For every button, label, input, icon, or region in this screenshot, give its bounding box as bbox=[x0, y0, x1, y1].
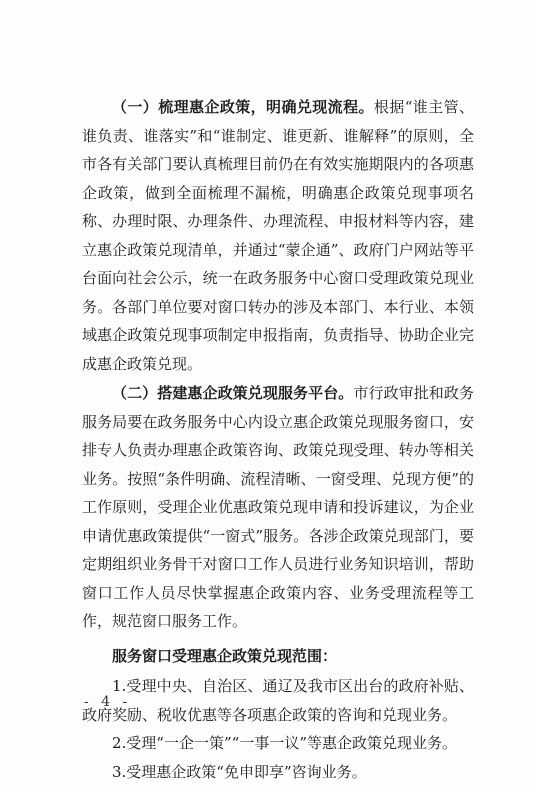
paragraph-1-body: 根据“谁主管、谁负责、谁落实”和“谁制定、谁更新、谁解释”的原则，全市各有关部门要认真梳理目前仍在有效实施期限内的各项惠企政策，做到全面梳理不漏梳，明确惠企政策兑现事项名称、办理时限、办理条件、办理流程、申报材料等内容，建立惠企政策兑现清单，并通过“蒙企通”、政府门户网站等平台面向社会公示，统一在政务服务中心窗口受理政策兑现业务。各部门单位要对窗口转办的涉及本部门、本行业、本领域惠企政策兑现事项制定申报指南，负责指导、协助企业完成惠企政策兑现。 bbox=[82, 98, 474, 373]
list-item-2: 2.受理“一企一策”“一事一议”等惠企政策兑现业务。 bbox=[82, 729, 474, 758]
paragraph-1-heading: （一）梳理惠企政策，明确兑现流程。 bbox=[112, 98, 374, 116]
list-item-3: 3.受理惠企政策“免申即享”咨询业务。 bbox=[82, 758, 474, 786]
section-title: 服务窗口受理惠企政策兑现范围： bbox=[82, 642, 474, 671]
list-item-1: 1.受理中央、自治区、通辽及我市区出台的政府补贴、政府奖励、税收优惠等各项惠企政策的咨询和兑现业务。 bbox=[82, 672, 474, 729]
paragraph-2-heading: （二）搭建惠企政策兑现服务平台。 bbox=[112, 384, 353, 402]
page-number: - 4 - bbox=[84, 694, 131, 710]
paragraph-2-body: 市行政审批和政务服务局要在政务服务中心内设立惠企政策兑现服务窗口，安排专人负责办理惠企政策咨询、政策兑现受理、转办等相关业务。按照“条件明确、流程清晰、一窗受理、兑现方便”的工作原则，受理企业优惠政策兑现申请和投诉建议，为企业申请优惠政策提供“一窗式”服务。各涉企政策兑现部门，要定期组织业务骨干对窗口工作人员进行业务知识培训，帮助窗口工作人员尽快掌握惠企政策内容、业务受理流程等工作，规范窗口服务工作。 bbox=[82, 384, 474, 630]
document-body bbox=[82, 93, 474, 786]
paragraph-2 bbox=[82, 379, 474, 636]
paragraph-1 bbox=[82, 93, 474, 378]
